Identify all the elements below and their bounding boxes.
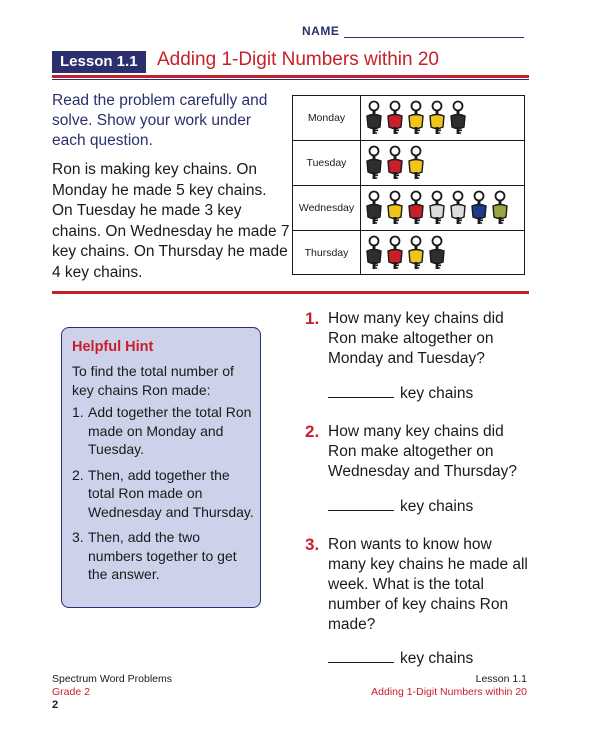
- question-number: 1.: [305, 309, 320, 328]
- answer-blank[interactable]: [328, 397, 394, 398]
- table-row: [293, 231, 524, 274]
- footer-left: [52, 673, 172, 712]
- key-chain-group: [364, 96, 468, 140]
- key-chain-group: [364, 186, 510, 230]
- hint-step: [72, 403, 254, 459]
- key-chain-icon: [364, 100, 384, 136]
- footer-lesson-title: Adding 1-Digit Numbers within 20: [371, 686, 527, 698]
- table-day-label: Tuesday: [293, 141, 361, 185]
- answer-line: [328, 498, 473, 516]
- table-row: [293, 141, 524, 186]
- instructions-text: Read the problem carefully and solve. Show your work under each question.: [52, 92, 268, 149]
- question-number: 2.: [305, 422, 320, 441]
- table-day-label: Monday: [293, 96, 361, 140]
- question-2: [305, 422, 530, 522]
- hint-steps: [72, 403, 254, 591]
- lesson-badge: Lesson 1.1: [52, 51, 146, 73]
- hint-step-text: Then, add the two numbers together to get the answer.: [88, 529, 237, 582]
- key-chain-icon: [427, 235, 447, 271]
- key-chain-icon: [364, 190, 384, 226]
- answer-blank[interactable]: [328, 510, 394, 511]
- footer-lesson: Lesson 1.1: [475, 673, 527, 685]
- key-chain-icon: [490, 190, 510, 226]
- table-day-label: Thursday: [293, 231, 361, 274]
- question-number: 3.: [305, 535, 320, 554]
- key-chain-icon: [364, 235, 384, 271]
- answer-unit: key chains: [400, 498, 474, 515]
- table-row: [293, 186, 524, 231]
- hint-step-number: 3.: [72, 529, 84, 545]
- question-text: How many key chains did Ron make altogether on Wednesday and Thursday?: [328, 423, 517, 480]
- section-rule-red: [52, 291, 529, 294]
- key-chain-icon: [406, 235, 426, 271]
- hint-step-number: 2.: [72, 466, 84, 483]
- key-chain-icon: [385, 190, 405, 226]
- key-chain-table: [292, 95, 525, 275]
- key-chain-icon: [385, 100, 405, 136]
- helpful-hint-box: [61, 327, 261, 608]
- question-3: [305, 535, 530, 670]
- hint-title: Helpful Hint: [72, 339, 154, 355]
- answer-unit: key chains: [400, 385, 474, 402]
- answer-line: [328, 385, 473, 403]
- page-number: 2: [52, 699, 59, 711]
- footer-book-title: Spectrum Word Problems: [52, 673, 173, 685]
- answer-unit: key chains: [400, 650, 474, 667]
- table-row: [293, 96, 524, 141]
- problem-text: Ron is making key chains. On Monday he made 5 key chains. On Tuesday he made 3 key chains. On Wednesday he made 7 key chains. On Thursday he made 4 key chains.: [52, 161, 290, 281]
- hint-intro: To find the total number of key chains Ron made:: [72, 363, 234, 398]
- key-chain-group: [364, 141, 426, 185]
- question-1: [305, 309, 530, 409]
- key-chain-icon: [448, 100, 468, 136]
- answer-line: [328, 650, 473, 668]
- question-text: Ron wants to know how many key chains he made all week. What is the total number of key chains Ron made?: [328, 536, 528, 633]
- question-text: How many key chains did Ron make altogether on Monday and Tuesday?: [328, 310, 504, 367]
- hint-step-text: Add together the total Ron made on Monday and Tuesday.: [88, 404, 252, 457]
- header-rule-blue: [52, 79, 529, 80]
- hint-step-text: Then, add together the total Ron made on Wednesday and Thursday.: [88, 466, 254, 520]
- key-chain-icon: [364, 145, 384, 181]
- key-chain-icon: [427, 190, 447, 226]
- hint-step: [72, 466, 254, 522]
- key-chain-icon: [427, 100, 447, 136]
- header-rule-red: [52, 75, 529, 78]
- key-chain-icon: [385, 145, 405, 181]
- key-chain-icon: [385, 235, 405, 271]
- table-day-label: Wednesday: [293, 186, 361, 230]
- name-field-line[interactable]: [344, 37, 524, 38]
- hint-step: [72, 528, 254, 584]
- lesson-title: Adding 1-Digit Numbers within 20: [157, 49, 439, 70]
- hint-step-number: 1.: [72, 404, 84, 420]
- key-chain-icon: [448, 190, 468, 226]
- footer-grade: Grade 2: [52, 686, 90, 698]
- key-chain-icon: [406, 100, 426, 136]
- key-chain-group: [364, 231, 447, 274]
- key-chain-icon: [406, 145, 426, 181]
- key-chain-icon: [469, 190, 489, 226]
- key-chain-icon: [406, 190, 426, 226]
- answer-blank[interactable]: [328, 662, 394, 663]
- name-label: NAME: [302, 24, 340, 38]
- footer-right: [371, 673, 527, 699]
